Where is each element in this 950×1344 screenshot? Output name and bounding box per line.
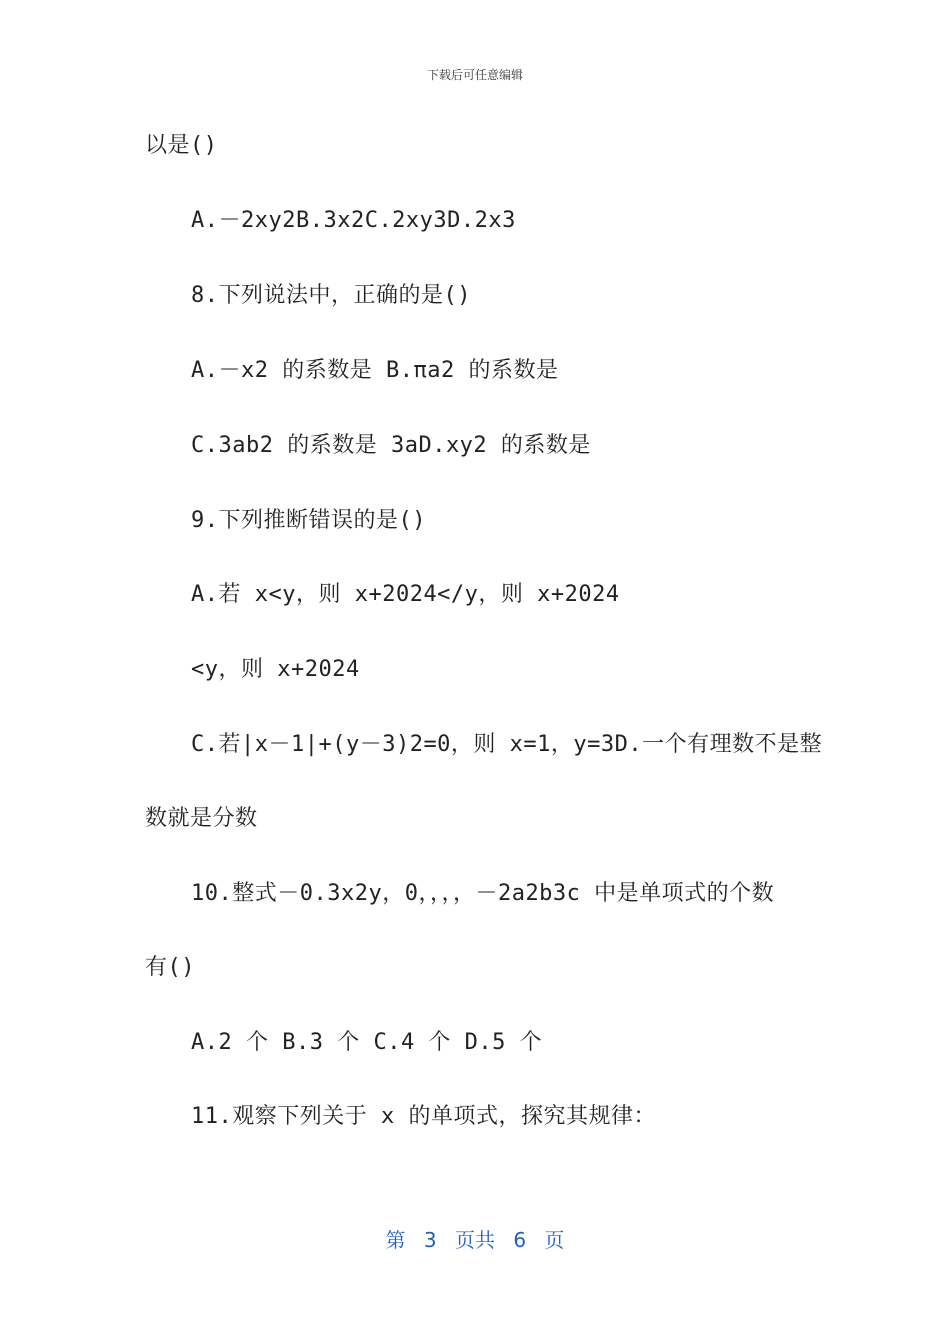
text-line: <y，则 x+2024 [191, 657, 360, 682]
text-line: 有() [145, 955, 195, 980]
text-line: 8.下列说法中，正确的是() [191, 283, 471, 308]
text-line: A.－x2 的系数是 B.πa2 的系数是 [191, 358, 559, 383]
text-line: 10.整式－0.3x2y，0，，，，－2a2b3c 中是单项式的个数 [191, 881, 775, 906]
text-line: A.2 个 B.3 个 C.4 个 D.5 个 [191, 1030, 543, 1055]
page-header: 下载后可任意编辑 [426, 68, 523, 82]
text-line: 11.观察下列关于 x 的单项式，探究其规律： [191, 1104, 656, 1129]
text-line: A.－2xy2B.3x2C.2xy3D.2x3 [191, 208, 516, 233]
text-line: 9.下列推断错误的是() [191, 508, 426, 533]
text-line: 数就是分数 [145, 806, 258, 831]
text-line: C.3ab2 的系数是 3aD.xy2 的系数是 [191, 433, 591, 458]
page-number-footer: 第 3 页共 6 页 [385, 1228, 565, 1252]
text-line: A.若 x<y，则 x+2024</y，则 x+2024 [191, 582, 620, 607]
text-line: C.若|x－1|+(y－3)2=0，则 x=1，y=3D.一个有理数不是整 [191, 732, 823, 757]
text-line: 以是() [145, 133, 218, 158]
